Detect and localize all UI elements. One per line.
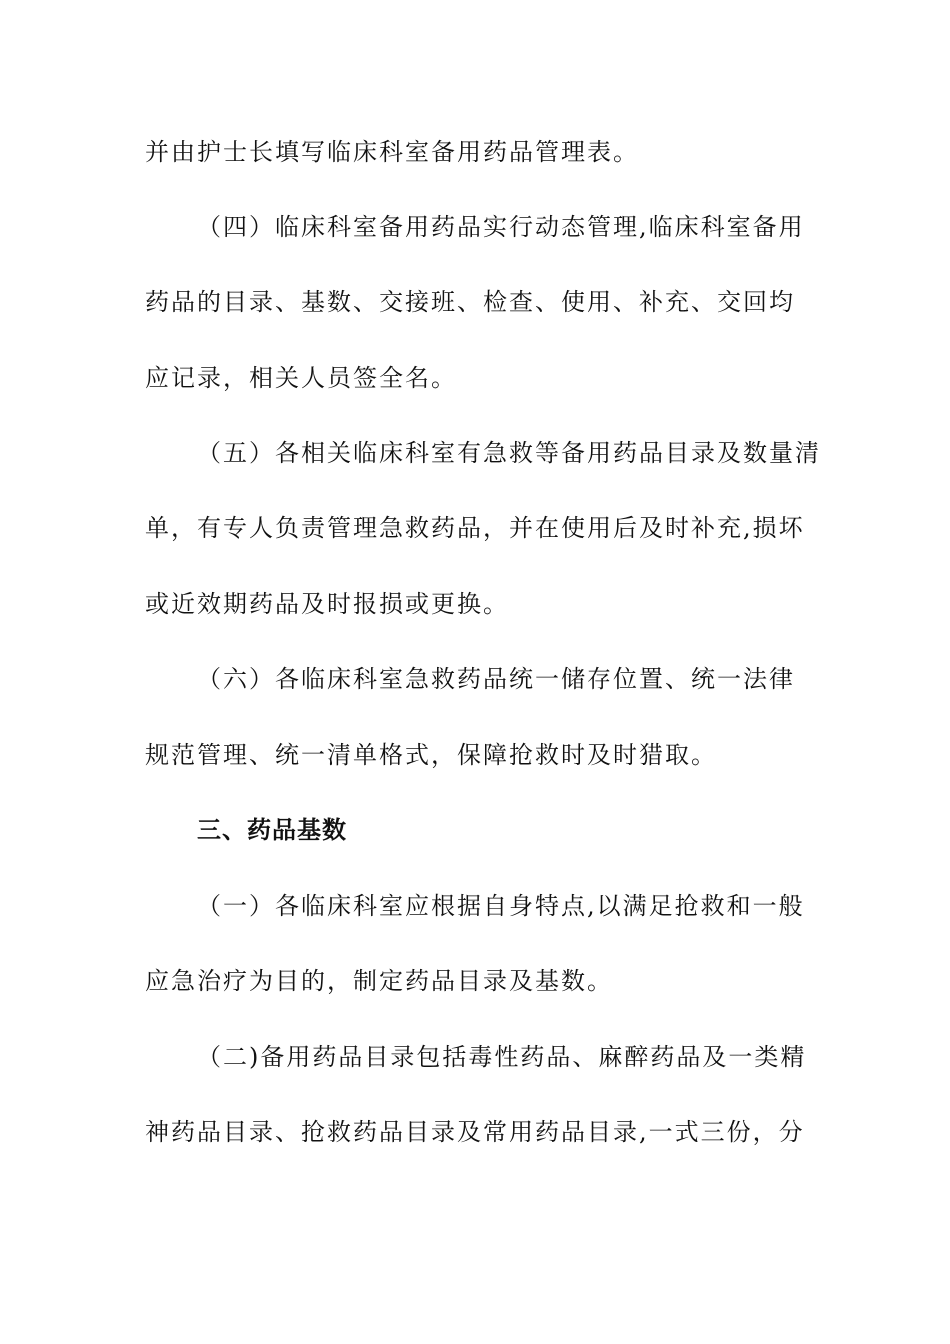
paragraph-line: （五）各相关临床科室有急救等备用药品目录及数量清 (197, 439, 821, 467)
paragraph-line: 应急治疗为目的，制定药品目录及基数。 (145, 967, 613, 995)
paragraph-line: （二)备用药品目录包括毒性药品、麻醉药品及一类精 (197, 1043, 807, 1071)
section-heading: 三、药品基数 (197, 816, 347, 844)
paragraph-line: 药品的目录、基数、交接班、检查、使用、补充、交回均 (145, 288, 795, 316)
paragraph-line: 或近效期药品及时报损或更换。 (145, 590, 509, 618)
paragraph-line: 规范管理、统一清单格式，保障抢救时及时猎取。 (145, 741, 717, 769)
paragraph-line: （六）各临床科室急救药品统一储存位置、统一法律 (197, 665, 795, 693)
paragraph-line: （四）临床科室备用药品实行动态管理,临床科室备用 (197, 213, 805, 241)
paragraph-line: 单，有专人负责管理急救药品，并在使用后及时补充,损坏 (145, 514, 805, 542)
paragraph-line: 应记录，相关人员签全名。 (145, 364, 457, 392)
paragraph-line: （一）各临床科室应根据自身特点,以满足抢救和一般 (197, 892, 805, 920)
paragraph-line: 神药品目录、抢救药品目录及常用药品目录,一式三份，分 (145, 1118, 805, 1146)
paragraph-line: 并由护士长填写临床科室备用药品管理表。 (145, 138, 639, 166)
